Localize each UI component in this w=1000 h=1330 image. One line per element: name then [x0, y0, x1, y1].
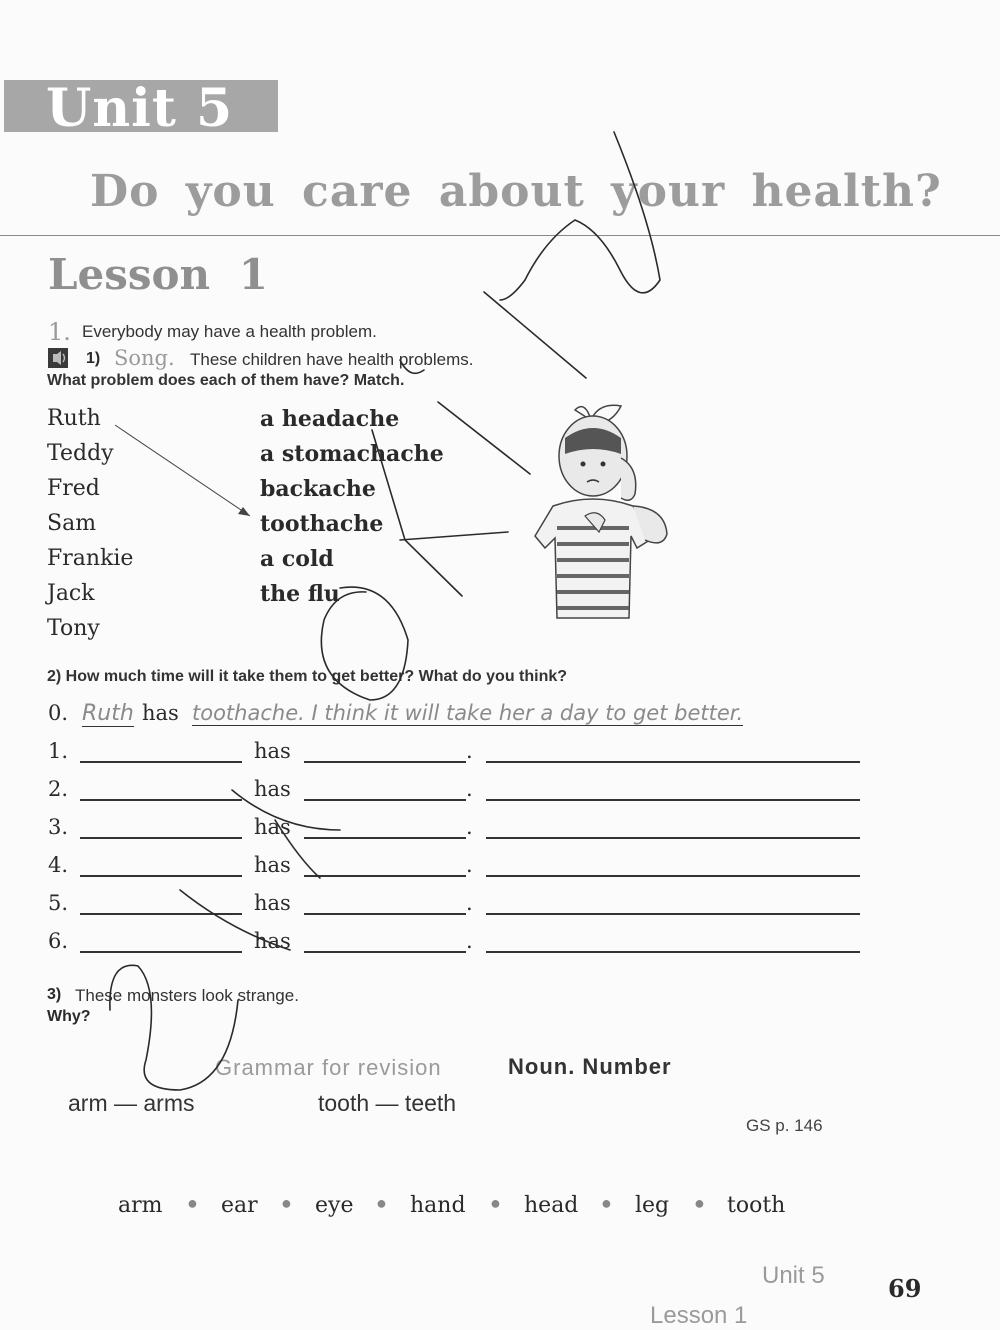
period: .: [466, 739, 473, 763]
name-item: Frankie: [47, 546, 134, 571]
part3-number: 3): [47, 986, 62, 1003]
row-number: 5.: [48, 891, 69, 915]
period: .: [466, 777, 473, 801]
period: .: [466, 929, 473, 953]
bullet-icon: ●: [601, 1193, 612, 1213]
page-number: 69: [888, 1274, 922, 1303]
bullet-icon: ●: [376, 1193, 387, 1213]
word-bank-item: arm: [118, 1193, 163, 1218]
problem-item: toothache: [260, 511, 384, 537]
period: .: [466, 891, 473, 915]
name-item: Tony: [47, 616, 100, 641]
word-bank-item: ear: [221, 1193, 258, 1218]
bullet-icon: ●: [281, 1193, 292, 1213]
period: .: [466, 853, 473, 877]
row-number: 3.: [48, 815, 69, 839]
has-word: has: [254, 739, 291, 763]
name-item: Ruth: [47, 406, 101, 431]
row-number: 1.: [48, 739, 69, 763]
name-item: Teddy: [47, 441, 114, 466]
part3-why: Why?: [47, 1008, 91, 1025]
problem-item: a headache: [260, 406, 400, 432]
word-bank-item: head: [524, 1193, 579, 1218]
has-word: has: [254, 815, 291, 839]
problem-item: a stomachache: [260, 441, 444, 467]
song-label: Song.: [114, 346, 175, 370]
example-answer: toothache. I think it will take her a day to get better.: [192, 701, 744, 725]
word-bank-item: tooth: [727, 1193, 786, 1218]
exercise-intro: Everybody may have a health problem.: [82, 322, 377, 341]
has-word: has: [254, 777, 291, 801]
problem-item: a cold: [260, 546, 334, 572]
grammar-topic: Noun. Number: [508, 1054, 672, 1079]
grammar-example: tooth — teeth: [318, 1090, 457, 1116]
page-heading: Do you care about your health?: [90, 166, 942, 217]
bullet-icon: ●: [694, 1193, 705, 1213]
example-has: has: [142, 701, 179, 725]
footer-lesson: Lesson 1: [650, 1302, 748, 1329]
has-word: has: [254, 929, 291, 953]
word-bank-item: eye: [315, 1193, 354, 1218]
exercise-number: 1.: [48, 318, 71, 346]
problem-item: backache: [260, 476, 376, 502]
example-name: Ruth: [82, 701, 134, 726]
lesson-title: Lesson 1: [48, 250, 268, 299]
row-number: 6.: [48, 929, 69, 953]
part2-question: 2) How much time will it take them to get better? What do you think?: [47, 668, 568, 685]
footer-unit: Unit 5: [762, 1262, 825, 1289]
bullet-icon: ●: [490, 1193, 501, 1213]
name-item: Jack: [47, 581, 95, 606]
row-number: 0.: [48, 701, 69, 725]
name-item: Fred: [47, 476, 100, 501]
song-description: These children have health problems.: [190, 350, 474, 369]
period: .: [466, 815, 473, 839]
unit-title: Unit 5: [46, 78, 234, 139]
word-bank-item: hand: [410, 1193, 466, 1218]
grammar-label: Grammar for revision: [215, 1055, 442, 1080]
grammar-example: arm — arms: [68, 1090, 195, 1116]
has-word: has: [254, 853, 291, 877]
name-item: Sam: [47, 511, 97, 536]
row-number: 4.: [48, 853, 69, 877]
has-word: has: [254, 891, 291, 915]
bullet-icon: ●: [187, 1193, 198, 1213]
problem-item: the flu: [260, 581, 340, 607]
row-number: 2.: [48, 777, 69, 801]
part3-text: These monsters look strange.: [75, 986, 299, 1005]
part-number: 1): [86, 350, 101, 367]
match-instruction: What problem does each of them have? Match.: [47, 372, 405, 389]
grammar-reference: GS p. 146: [746, 1116, 823, 1135]
word-bank-item: leg: [635, 1193, 670, 1218]
